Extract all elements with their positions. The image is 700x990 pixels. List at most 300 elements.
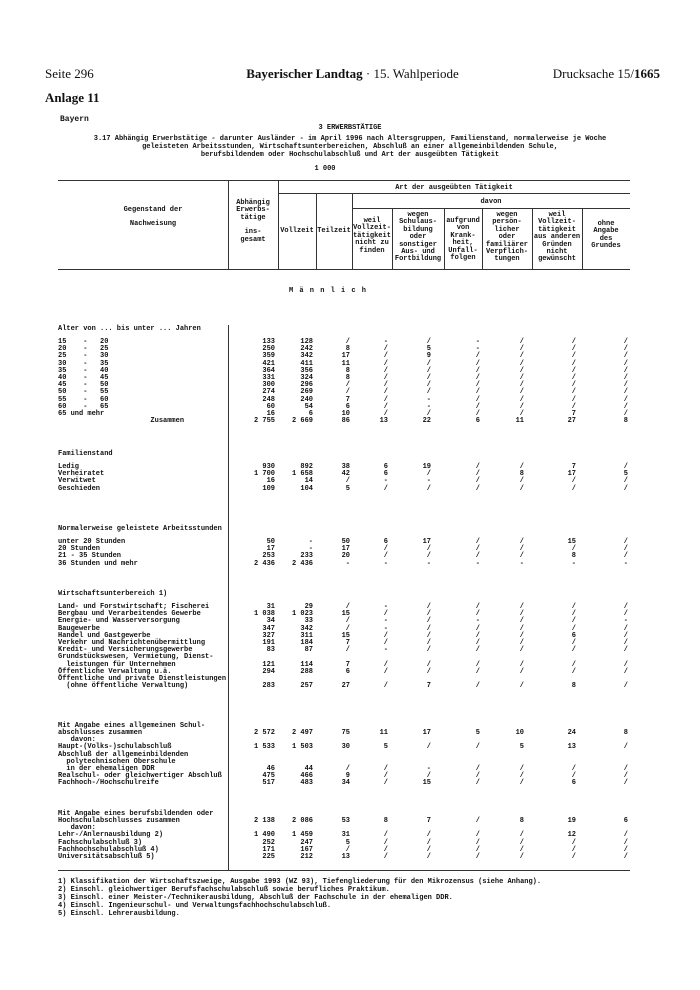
cell-value: /	[475, 388, 480, 397]
cell-value: /	[475, 463, 480, 471]
cell-value: /	[623, 366, 628, 375]
cell-value: /	[519, 853, 524, 861]
cell-value: /	[519, 359, 524, 368]
cell-value: /	[571, 765, 576, 773]
cell-value: 44	[304, 765, 313, 773]
cell-value: /	[426, 470, 431, 479]
cell-value: /	[383, 610, 388, 619]
cell-value: /	[426, 639, 431, 647]
cell-value: 5	[519, 743, 524, 752]
header-total: Abhängig Erwerbs- tätige ins- gesamt	[236, 199, 270, 244]
cell-value: /	[623, 388, 628, 397]
cell-value: 7	[345, 395, 350, 404]
cell-value: 30	[341, 743, 350, 752]
section-heading: Familienstand	[58, 450, 113, 458]
cell-value: /	[426, 603, 431, 611]
row-label: 65 und mehr	[58, 410, 105, 418]
row-label: Geschieden	[58, 484, 101, 493]
cell-value: 225	[262, 853, 275, 861]
cell-value: /	[623, 345, 628, 354]
cell-value: 86	[341, 417, 350, 426]
row-label: 30 - 35	[58, 359, 109, 368]
cell-value: /	[426, 359, 431, 368]
cell-value: 1 459	[291, 831, 313, 840]
cell-value: 31	[341, 831, 350, 840]
cell-value: /	[345, 381, 350, 390]
cell-value: /	[623, 477, 628, 486]
row-label: Handel und Gastgewerbe	[58, 631, 151, 640]
cell-value: -	[383, 624, 388, 633]
cell-value: -	[475, 559, 480, 568]
cell-value: 15	[422, 779, 431, 788]
cell-value: /	[426, 853, 431, 861]
cell-value: /	[345, 624, 350, 633]
cell-value: 33	[304, 617, 313, 626]
cell-value: /	[475, 484, 480, 493]
cell-value: 13	[379, 417, 388, 426]
cell-value: 7	[426, 682, 431, 691]
cell-value: /	[475, 765, 480, 773]
cell-value: 27	[341, 682, 350, 691]
cell-value: 1 038	[253, 610, 275, 619]
section-heading: Mit Angabe eines allgemeinen Schul-	[58, 722, 206, 730]
cell-value: 6	[571, 631, 576, 640]
cell-value: 50	[341, 538, 350, 546]
cell-value: /	[475, 545, 480, 554]
cell-value: /	[571, 352, 576, 361]
cell-value: /	[426, 845, 431, 854]
cell-value: 311	[300, 631, 313, 640]
cell-value: /	[426, 743, 431, 752]
table-row	[58, 854, 630, 861]
cell-value: /	[519, 639, 524, 647]
cell-value: -	[308, 545, 313, 554]
cell-value: 247	[300, 838, 313, 847]
cell-value: 8	[623, 729, 628, 737]
cell-value: /	[345, 765, 350, 773]
cell-value: /	[571, 359, 576, 368]
cell-value: -	[383, 646, 388, 655]
cell-value: 331	[262, 374, 275, 382]
cell-value: /	[426, 552, 431, 561]
cell-value: 6	[308, 410, 313, 418]
cell-value: 11	[379, 729, 388, 737]
section-heading: Alter von ... bis unter ... Jahren	[58, 325, 201, 333]
cell-value: /	[345, 338, 350, 346]
table-row	[58, 339, 630, 346]
row-label: Verheiratet	[58, 470, 105, 479]
row-label: Grundstückswesen, Vermietung, Dienst-	[58, 653, 214, 662]
cell-value: 60	[266, 402, 275, 411]
cell-value: /	[519, 765, 524, 773]
cell-value: /	[475, 395, 480, 404]
cell-value: /	[475, 779, 480, 788]
row-label: Kredit- und Versicherungsgewerbe	[58, 646, 193, 655]
footnotes	[58, 878, 541, 918]
cell-value: 109	[262, 484, 275, 493]
cell-value: 31	[266, 603, 275, 611]
cell-value: /	[475, 772, 480, 781]
cell-value: 364	[262, 366, 275, 375]
cell-value: 7	[426, 817, 431, 825]
cell-value: 359	[262, 352, 275, 361]
header-reason-6: ohne Angabe des Grundes	[591, 220, 621, 251]
cell-value: -	[623, 559, 628, 568]
cell-value: 19	[567, 817, 576, 825]
header-vollzeit: Vollzeit	[280, 227, 314, 235]
cell-value: /	[623, 603, 628, 611]
cell-value: 17	[567, 470, 576, 479]
cell-value: 240	[300, 395, 313, 404]
cell-value: 296	[300, 381, 313, 390]
cell-value: /	[571, 484, 576, 493]
cell-value: /	[623, 395, 628, 404]
cell-value: /	[519, 779, 524, 788]
col-divider	[278, 180, 279, 269]
cell-value: /	[426, 410, 431, 418]
cell-value: /	[475, 817, 480, 825]
cell-value: 29	[304, 603, 313, 611]
cell-value: 17	[422, 538, 431, 546]
cell-value: /	[475, 366, 480, 375]
cell-value: /	[383, 845, 388, 854]
cell-value: -	[623, 617, 628, 626]
row-label: Fachschulabschluß 3)	[58, 838, 143, 847]
row-label: unter 20 Stunden	[58, 538, 126, 546]
cell-value: -	[426, 402, 431, 411]
cell-value: /	[383, 402, 388, 411]
row-label: Universitätsabschluß 5)	[58, 853, 155, 861]
cell-value: /	[571, 545, 576, 554]
row-label: 35 - 40	[58, 366, 109, 375]
cell-value: 22	[422, 417, 431, 426]
row-label: Verwitwet	[58, 477, 96, 486]
cell-value: /	[519, 484, 524, 493]
cell-value: 16	[266, 410, 275, 418]
row-label: 40 - 45	[58, 374, 109, 382]
cell-value: 10	[515, 729, 524, 737]
cell-value: 9	[426, 352, 431, 361]
cell-value: /	[623, 743, 628, 752]
row-label: 20 - 25	[58, 345, 109, 354]
cell-value: 356	[300, 366, 313, 375]
cell-value: /	[571, 345, 576, 354]
cell-value: 13	[341, 853, 350, 861]
cell-value: 11	[341, 359, 350, 368]
parliament-name: Bayerischer Landtag	[246, 66, 363, 81]
cell-value: /	[383, 552, 388, 561]
cell-value: 2 497	[291, 729, 313, 737]
table-row	[58, 478, 630, 485]
cell-value: 16	[266, 477, 275, 486]
row-label: Haupt-(Volks-)schulabschluß	[58, 743, 172, 752]
row-label: 45 - 50	[58, 381, 109, 390]
cell-value: /	[519, 374, 524, 382]
cell-value: /	[519, 352, 524, 361]
cell-value: 892	[300, 463, 313, 471]
cell-value: /	[623, 682, 628, 691]
cell-value: 8	[623, 417, 628, 426]
table-row	[58, 618, 630, 625]
cell-value: /	[383, 831, 388, 840]
cell-value: /	[383, 838, 388, 847]
footnote: 2) Einschl. gleichwertiger Berufsfachschulabschluß sowie berufliches Praktikum.	[58, 886, 390, 894]
cell-value: 252	[262, 838, 275, 847]
cell-value: /	[426, 667, 431, 676]
cell-value: 15	[341, 631, 350, 640]
row-label: Energie- und Wasserversorgung	[58, 617, 180, 626]
cell-value: /	[519, 667, 524, 676]
table-row	[58, 361, 630, 368]
row-label: in der ehemaligen DDR	[58, 765, 155, 773]
cell-value: /	[623, 639, 628, 647]
cell-value: -	[383, 338, 388, 346]
cell-value: 248	[262, 395, 275, 404]
cell-value: /	[623, 853, 628, 861]
cell-value: 1 490	[253, 831, 275, 840]
row-label: Land- und Forstwirtschaft; Fischerei	[58, 603, 210, 611]
cell-value: /	[345, 477, 350, 486]
cell-value: 24	[567, 729, 576, 737]
cell-value: /	[426, 338, 431, 346]
cell-value: /	[519, 545, 524, 554]
cell-value: 5	[383, 743, 388, 752]
cell-value: 8	[519, 817, 524, 825]
cell-value: 294	[262, 667, 275, 676]
section-heading: Mit Angabe eines berufsbildenden oder	[58, 810, 214, 818]
cell-value: 466	[300, 772, 313, 781]
cell-value: 14	[304, 477, 313, 486]
row-label: abschlusses zusammen	[58, 729, 143, 737]
cell-value: /	[623, 624, 628, 633]
cell-value: -	[383, 559, 388, 568]
cell-value: 288	[300, 667, 313, 676]
cell-value: 1 533	[253, 743, 275, 752]
cell-value: /	[426, 366, 431, 375]
cell-value: /	[383, 639, 388, 647]
cell-value: 1 700	[253, 470, 275, 479]
cell-value: /	[426, 388, 431, 397]
cell-value: 104	[300, 484, 313, 493]
row-label: 20 Stunden	[58, 545, 101, 554]
cell-value: /	[623, 381, 628, 390]
cell-value: /	[475, 667, 480, 676]
cell-value: 475	[262, 772, 275, 781]
table-row	[58, 382, 630, 389]
section-heading: Wirtschaftsunterbereich 1)	[58, 590, 168, 598]
cell-value: /	[571, 845, 576, 854]
cell-value: 517	[262, 779, 275, 788]
cell-value: 9	[345, 772, 350, 781]
cell-value: /	[475, 845, 480, 854]
cell-value: 242	[300, 345, 313, 354]
cell-value: /	[519, 772, 524, 781]
cell-value: /	[571, 381, 576, 390]
cell-value: /	[571, 772, 576, 781]
table-row	[58, 471, 630, 478]
cell-value: /	[383, 410, 388, 418]
cell-value: 2 138	[253, 817, 275, 825]
cell-value: 283	[262, 682, 275, 691]
cell-value: 342	[300, 352, 313, 361]
cell-value: /	[383, 667, 388, 676]
row-label: leistungen für Unternehmen	[58, 660, 176, 669]
cell-value: 15	[341, 610, 350, 619]
cell-value: 300	[262, 381, 275, 390]
cell-value: /	[383, 345, 388, 354]
row-label: 15 - 20	[58, 338, 109, 346]
cell-value: 34	[266, 617, 275, 626]
cell-value: /	[345, 617, 350, 626]
cell-value: /	[571, 338, 576, 346]
cell-value: /	[571, 624, 576, 633]
cell-value: /	[623, 765, 628, 773]
cell-value: 7	[571, 463, 576, 471]
cell-value: -	[383, 477, 388, 486]
cell-value: /	[571, 667, 576, 676]
header-reason-2: wegen Schulaus- bildung oder sonstiger Aus- und Fortbildung	[394, 211, 442, 264]
cell-value: 233	[300, 552, 313, 561]
row-label: 36 Stunden und mehr	[58, 559, 138, 568]
table-title-line-1: 3.17 Abhängig Erwerbstätige - darunter Ausländer - im April 1996 nach Altersgruppen, Familienstand, normalerweise je Woche	[93, 135, 607, 143]
cell-value: /	[571, 660, 576, 669]
cell-value: /	[426, 772, 431, 781]
table-row	[58, 375, 630, 382]
cell-value: 19	[422, 463, 431, 471]
cell-value: /	[426, 617, 431, 626]
cell-value: /	[623, 646, 628, 655]
row-label: Verkehr und Nachrichtenübermittlung	[58, 639, 206, 647]
cell-value: /	[571, 853, 576, 861]
cell-value: /	[475, 682, 480, 691]
cell-value: /	[383, 682, 388, 691]
cell-value: 274	[262, 388, 275, 397]
row-label: 50 - 55	[58, 388, 109, 397]
cell-value: -	[345, 559, 350, 568]
cell-value: 8	[345, 374, 350, 382]
cell-value: /	[426, 646, 431, 655]
row-label: Öffentliche und private Dienstleistungen	[58, 675, 227, 683]
table-title-line-3: berufsbildendem oder Hochschulabschluß und Art der ausgeübten Tätigkeit	[200, 151, 500, 159]
table-row	[58, 832, 630, 839]
table-row	[58, 486, 630, 493]
cell-value: 83	[266, 646, 275, 655]
row-label: Ledig	[58, 463, 80, 471]
cell-value: /	[623, 545, 628, 554]
cell-value: 75	[341, 729, 350, 737]
cell-value: 5	[345, 838, 350, 847]
cell-value: /	[519, 338, 524, 346]
cell-value: /	[571, 366, 576, 375]
cell-value: /	[519, 617, 524, 626]
row-label: Lehr-/Anlernausbildung 2)	[58, 831, 164, 840]
cell-value: /	[623, 402, 628, 411]
cell-value: 128	[300, 338, 313, 346]
cell-value: /	[519, 831, 524, 840]
cell-value: /	[623, 484, 628, 493]
unit-label: 1 000	[314, 165, 336, 173]
cell-value: /	[426, 660, 431, 669]
cell-value: /	[383, 765, 388, 773]
cell-value: 1 658	[291, 470, 313, 479]
cell-value: /	[623, 779, 628, 788]
cell-value: /	[475, 352, 480, 361]
cell-value: 8	[571, 552, 576, 561]
cell-value: 5	[426, 345, 431, 354]
header-reason-1: weil Vollzeit- tätigkeit nicht zu finden	[353, 217, 391, 255]
cell-value: /	[426, 838, 431, 847]
sex-band-label: M ä n n l i c h	[288, 287, 367, 295]
cell-value: /	[383, 352, 388, 361]
row-label: Bergbau und Verarbeitendes Gewerbe	[58, 610, 201, 619]
cell-value: /	[345, 388, 350, 397]
row-label: Öffentliche Verwaltung u.ä.	[58, 667, 172, 676]
row-label: Abschluß der allgemeinbildenden	[58, 750, 189, 759]
cell-value: /	[475, 374, 480, 382]
header-teilzeit: Teilzeit	[317, 227, 351, 235]
cell-value: 257	[300, 682, 313, 691]
cell-value: /	[475, 381, 480, 390]
cell-value: 167	[300, 845, 313, 854]
row-label: polytechnischen Oberschule	[58, 757, 176, 766]
cell-value: 121	[262, 660, 275, 669]
cell-value: /	[519, 345, 524, 354]
cell-value: -	[475, 617, 480, 626]
legislative-period: · 15. Wahlperiode	[365, 66, 459, 81]
cell-value: /	[623, 463, 628, 471]
cell-value: /	[623, 352, 628, 361]
cell-value: -	[519, 559, 524, 568]
cell-value: /	[623, 610, 628, 619]
cell-value: 13	[567, 743, 576, 752]
footnote: 1) Klassifikation der Wirtschaftszweige, Ausgabe 1993 (WZ 93), Tiefengliederung für den Mikrozensus (siehe Anhang).	[58, 878, 542, 886]
cell-value: /	[475, 646, 480, 655]
cell-value: /	[623, 831, 628, 840]
cell-value: 8	[345, 345, 350, 354]
cell-value: /	[475, 477, 480, 486]
cell-value: /	[623, 338, 628, 346]
cell-value: /	[475, 552, 480, 561]
row-label: Realschul- oder gleichwertiger Abschluß	[58, 772, 222, 781]
cell-value: /	[383, 660, 388, 669]
cell-value: 20	[341, 552, 350, 561]
cell-value: 7	[571, 410, 576, 418]
davon-rule	[352, 208, 630, 209]
cell-value: 483	[300, 779, 313, 788]
cell-value: /	[383, 779, 388, 788]
cell-value: /	[383, 853, 388, 861]
cell-value: 2 086	[291, 817, 313, 825]
table-top-rule	[58, 180, 630, 181]
row-label: (ohne öffentliche Verwaltung)	[58, 682, 189, 691]
cell-value: 930	[262, 463, 275, 471]
cell-value: /	[519, 463, 524, 471]
cell-value: /	[623, 772, 628, 781]
header-reason-5: weil Vollzeit- tätigkeit aus anderen Gründen nicht gewünscht	[533, 211, 581, 264]
cell-value: 250	[262, 345, 275, 354]
art-rule	[278, 193, 630, 194]
cell-value: /	[571, 374, 576, 382]
document-prefix: Drucksache 15/	[552, 66, 634, 81]
cell-value: -	[308, 538, 313, 546]
cell-value: /	[475, 743, 480, 752]
footnote: 3) Einschl. einer Meister-/Technikerausbildung, Abschluß der Fachschule in der ehemaligen DDR.	[58, 894, 453, 902]
row-label: Zusammen	[58, 417, 185, 426]
cell-value: /	[519, 381, 524, 390]
row-label: 55 - 60	[58, 395, 109, 404]
table-row	[58, 818, 630, 825]
table-row	[58, 553, 630, 560]
